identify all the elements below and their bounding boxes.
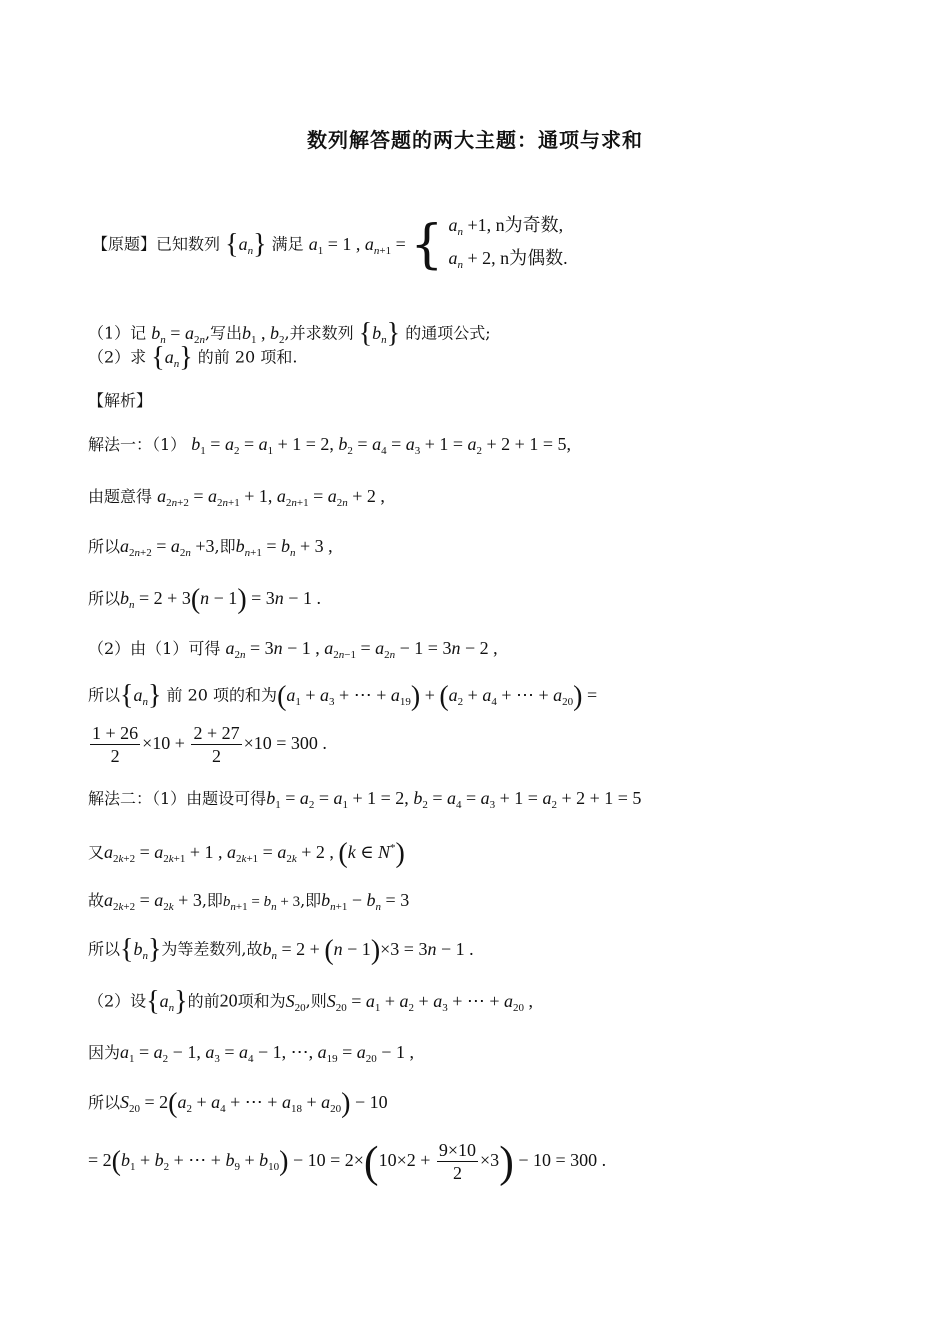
sol2-line-3: 故$a_{2k+2} = a_{2k} + 3$,即$b_{n+1} = b_n + 3$,即$b_{n+1} - b_n = 3$ bbox=[88, 890, 410, 913]
sol2-line-5: （2）设$\{a_n\}$的前20项和为$S_{20}$,则$S_{20} = a_1 + a_2 + a_3$ + ⋯ + $a_{20}$ , bbox=[88, 986, 533, 1017]
sol2-line-2: 又$a_{2k+2} = a_{2k+1} + 1$ , $a_{2k+1} = a_{2k} + 2$ , (k ∈ N*) bbox=[88, 838, 405, 869]
page-title: 数列解答题的两大主题：通项与求和 bbox=[307, 128, 643, 152]
sol2-line-7: 所以$S_{20} = 2(a_2 + a_4$ + ⋯ + $a_{18} + a_{20}) - 10$ bbox=[88, 1088, 388, 1119]
sol1-line-5: （2）由（1）可得 $a_{2n} = 3n - 1$ , $a_{2n-1} = a_{2n} - 1 = 3n - 2$ , bbox=[88, 638, 498, 661]
problem-statement: 【原题】已知数列 $\{a_n\}$ 满足 $a_1 = 1$ , $a_{n+1}$ = { $a_n +1$, n为奇数, $a_n + 2$, n为偶数. bbox=[92, 215, 568, 275]
sol1-line-3: 所以$a_{2n+2} = a_{2n} +3$,即$b_{n+1} = b_n + 3$ , bbox=[88, 536, 333, 559]
sol1-line-1: 解法一：（1） $b_1 = a_2 = a_1 + 1 = 2$, $b_2 = a_4 = a_3 + 1 = a_2 + 2 + 1 = 5$, bbox=[88, 434, 571, 457]
sol2-line-1: 解法二：（1）由题设可得$b_1 = a_2 = a_1 + 1 = 2$, $b_2 = a_4 = a_3 + 1 = a_2 + 2 + 1 = 5$ bbox=[88, 788, 642, 811]
question-1: （1）记 $b_n = a_{2n}$,写出$b_1$ , $b_2$,并求数列 $\{b_n\}$ 的通项公式; bbox=[88, 318, 491, 349]
sol2-line-8: = $2(b_1 + b_2$ + ⋯ + $b_9 + b_{10}) - 10 = 2\times(10\times 2$ + $\frac{9\times 10}{2}$ ×3) − 10 = 300 . bbox=[88, 1137, 607, 1186]
analysis-label: 【解析】 bbox=[88, 391, 153, 410]
sol2-line-4: 所以$\{b_n\}$为等差数列,故$b_n = 2 + (n - 1)\times 3 = 3n - 1$ . bbox=[88, 934, 474, 966]
sol1-line-6: 所以$\{a_n\}$ 前 20 项的和为($a_1 + a_3$ + ⋯ + $a_{19}) + (a_2 + a_4$ + ⋯ + $a_{20}$) = bbox=[88, 680, 598, 712]
sol1-line-7: $\frac{1 + 26}{2}$ ×10 + $\frac{2 + 27}{2}$ ×10 = 300 . bbox=[92, 723, 327, 766]
sol2-line-6: 因为$a_1 = a_2 - 1$, $a_3 = a_4 - 1$, ⋯, $a_{19} = a_{20} - 1$ , bbox=[88, 1042, 414, 1065]
problem-label: 【原题】 bbox=[92, 234, 157, 254]
sol1-line-4: 所以$b_n = 2 + 3(n - 1) = 3n - 1$ . bbox=[88, 584, 321, 615]
question-2: （2）求 $\{a_n\}$ 的前 20 项和. bbox=[88, 342, 298, 373]
sol1-line-2: 由题意得 $a_{2n+2} = a_{2n+1} + 1$, $a_{2n+1} = a_{2n} + 2$ , bbox=[88, 486, 385, 509]
